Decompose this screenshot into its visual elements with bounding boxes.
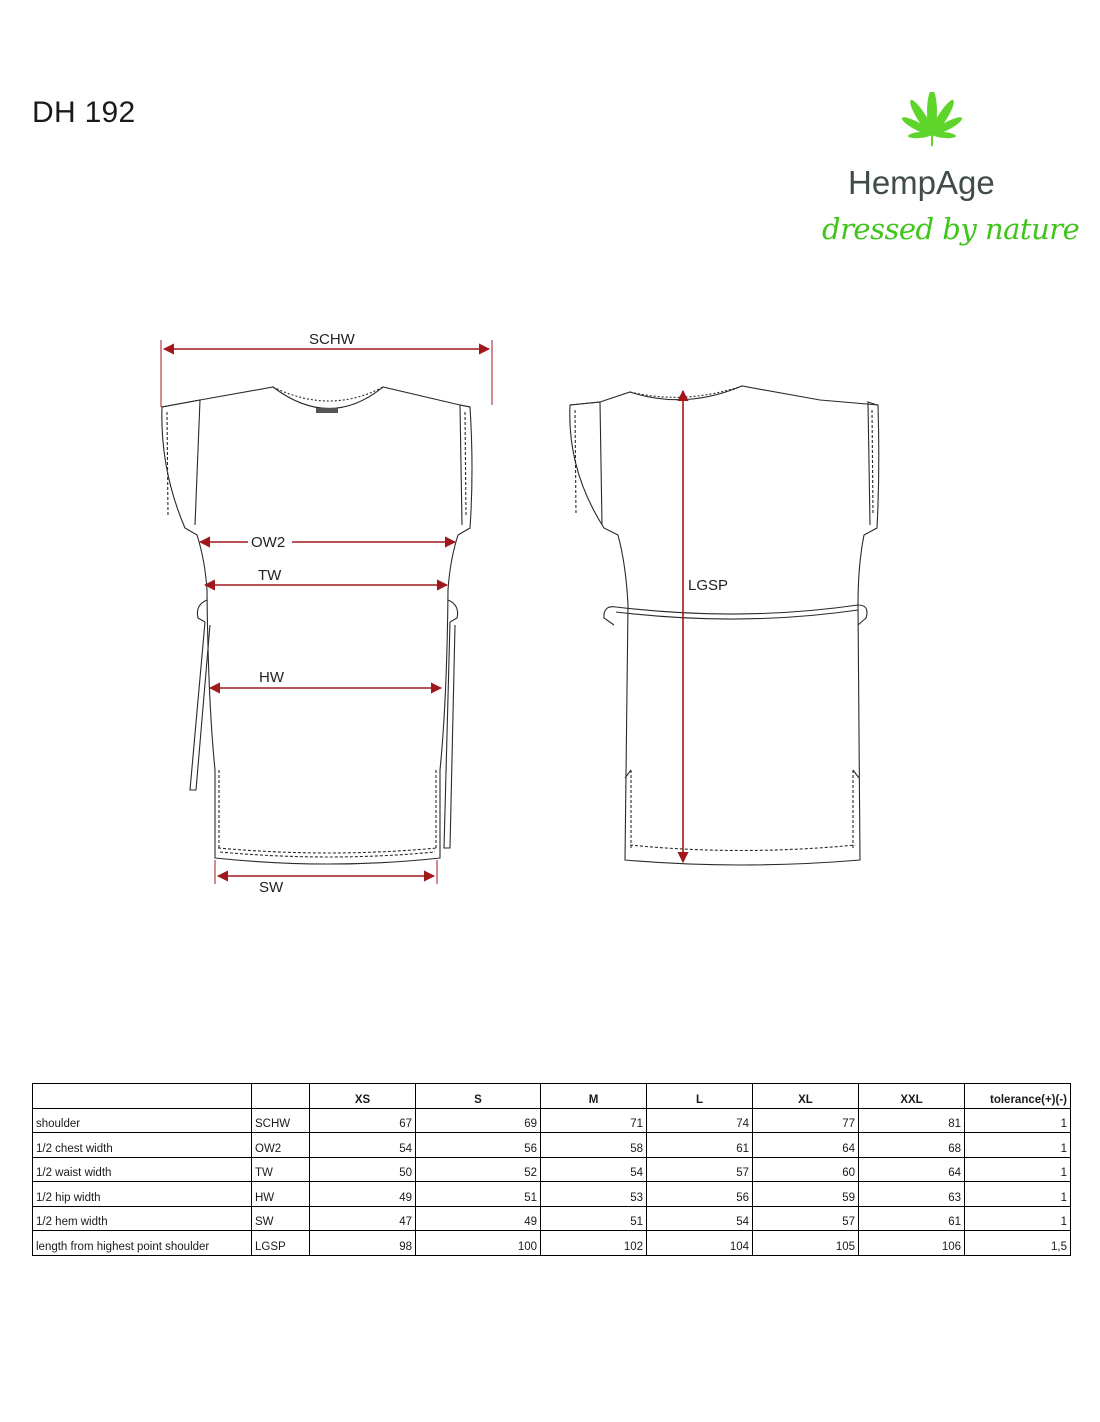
size-value-cell: 105 [753, 1231, 859, 1256]
measurement-code-cell: TW [252, 1157, 310, 1182]
tolerance-cell: 1 [965, 1157, 1071, 1182]
size-value-cell: 51 [541, 1206, 647, 1231]
label-sw: SW [259, 879, 284, 896]
size-value-cell: 54 [310, 1133, 416, 1158]
size-value-cell: 50 [310, 1157, 416, 1182]
table-header-cell [33, 1084, 252, 1109]
measurement-code-cell: HW [252, 1182, 310, 1207]
size-value-cell: 106 [859, 1231, 965, 1256]
size-value-cell: 54 [541, 1157, 647, 1182]
measurement-code-cell: SW [252, 1206, 310, 1231]
logo-tagline: dressed by nature [822, 212, 1080, 246]
logo-brand-name: HempAge [848, 164, 995, 201]
tolerance-cell: 1 [965, 1133, 1071, 1158]
size-value-cell: 58 [541, 1133, 647, 1158]
measurement-name-cell: 1/2 waist width [33, 1157, 252, 1182]
label-ow2: OW2 [251, 534, 286, 551]
size-value-cell: 59 [753, 1182, 859, 1207]
table-header-cell [252, 1084, 310, 1109]
size-value-cell: 67 [310, 1108, 416, 1133]
table-row [33, 1157, 1071, 1182]
label-hw: HW [259, 669, 284, 686]
size-value-cell: 98 [310, 1231, 416, 1256]
size-value-cell: 47 [310, 1206, 416, 1231]
tolerance-cell: 1 [965, 1182, 1071, 1207]
size-value-cell: 53 [541, 1182, 647, 1207]
table-header-row [33, 1084, 1071, 1109]
measurement-code-cell: OW2 [252, 1133, 310, 1158]
table-row [33, 1231, 1071, 1256]
table-header-cell: XXL [859, 1084, 965, 1109]
measurement-code-cell: LGSP [252, 1231, 310, 1256]
size-value-cell: 56 [647, 1182, 753, 1207]
size-value-cell: 61 [859, 1206, 965, 1231]
table-row [33, 1108, 1071, 1133]
size-value-cell: 52 [416, 1157, 541, 1182]
size-value-cell: 49 [416, 1206, 541, 1231]
measurement-name-cell: 1/2 chest width [33, 1133, 252, 1158]
measurement-name-cell: 1/2 hem width [33, 1206, 252, 1231]
tolerance-cell: 1 [965, 1206, 1071, 1231]
size-value-cell: 68 [859, 1133, 965, 1158]
table-header-cell: tolerance(+)(-) [965, 1084, 1071, 1109]
size-value-cell: 102 [541, 1231, 647, 1256]
size-value-cell: 81 [859, 1108, 965, 1133]
size-value-cell: 61 [647, 1133, 753, 1158]
size-value-cell: 56 [416, 1133, 541, 1158]
table-header-cell: M [541, 1084, 647, 1109]
size-value-cell: 104 [647, 1231, 753, 1256]
size-value-cell: 51 [416, 1182, 541, 1207]
size-value-cell: 57 [647, 1157, 753, 1182]
label-tw: TW [258, 567, 282, 584]
measurement-name-cell: shoulder [33, 1108, 252, 1133]
size-value-cell: 63 [859, 1182, 965, 1207]
table-header-cell: XS [310, 1084, 416, 1109]
back-view [570, 386, 879, 865]
label-lgsp: LGSP [688, 577, 729, 594]
measurement-code-cell: SCHW [252, 1108, 310, 1133]
table-row [33, 1206, 1071, 1231]
size-value-cell: 69 [416, 1108, 541, 1133]
size-value-cell: 57 [753, 1206, 859, 1231]
front-view [162, 387, 472, 864]
table-row [33, 1133, 1071, 1158]
table-header-cell: S [416, 1084, 541, 1109]
tolerance-cell: 1 [965, 1108, 1071, 1133]
measurement-name-cell: length from highest point shoulder [33, 1231, 252, 1256]
table-header-cell: L [647, 1084, 753, 1109]
size-value-cell: 64 [753, 1133, 859, 1158]
table-row [33, 1182, 1071, 1207]
size-value-cell: 100 [416, 1231, 541, 1256]
size-value-cell: 54 [647, 1206, 753, 1231]
measurement-name-cell: 1/2 hip width [33, 1182, 252, 1207]
size-value-cell: 71 [541, 1108, 647, 1133]
table-header-cell: XL [753, 1084, 859, 1109]
size-value-cell: 60 [753, 1157, 859, 1182]
size-measurement-table [32, 1083, 1071, 1256]
size-value-cell: 49 [310, 1182, 416, 1207]
size-value-cell: 64 [859, 1157, 965, 1182]
document-title: DH 192 [32, 96, 136, 129]
size-value-cell: 77 [753, 1108, 859, 1133]
tolerance-cell: 1,5 [965, 1231, 1071, 1256]
label-schw: SCHW [309, 331, 355, 348]
size-value-cell: 74 [647, 1108, 753, 1133]
